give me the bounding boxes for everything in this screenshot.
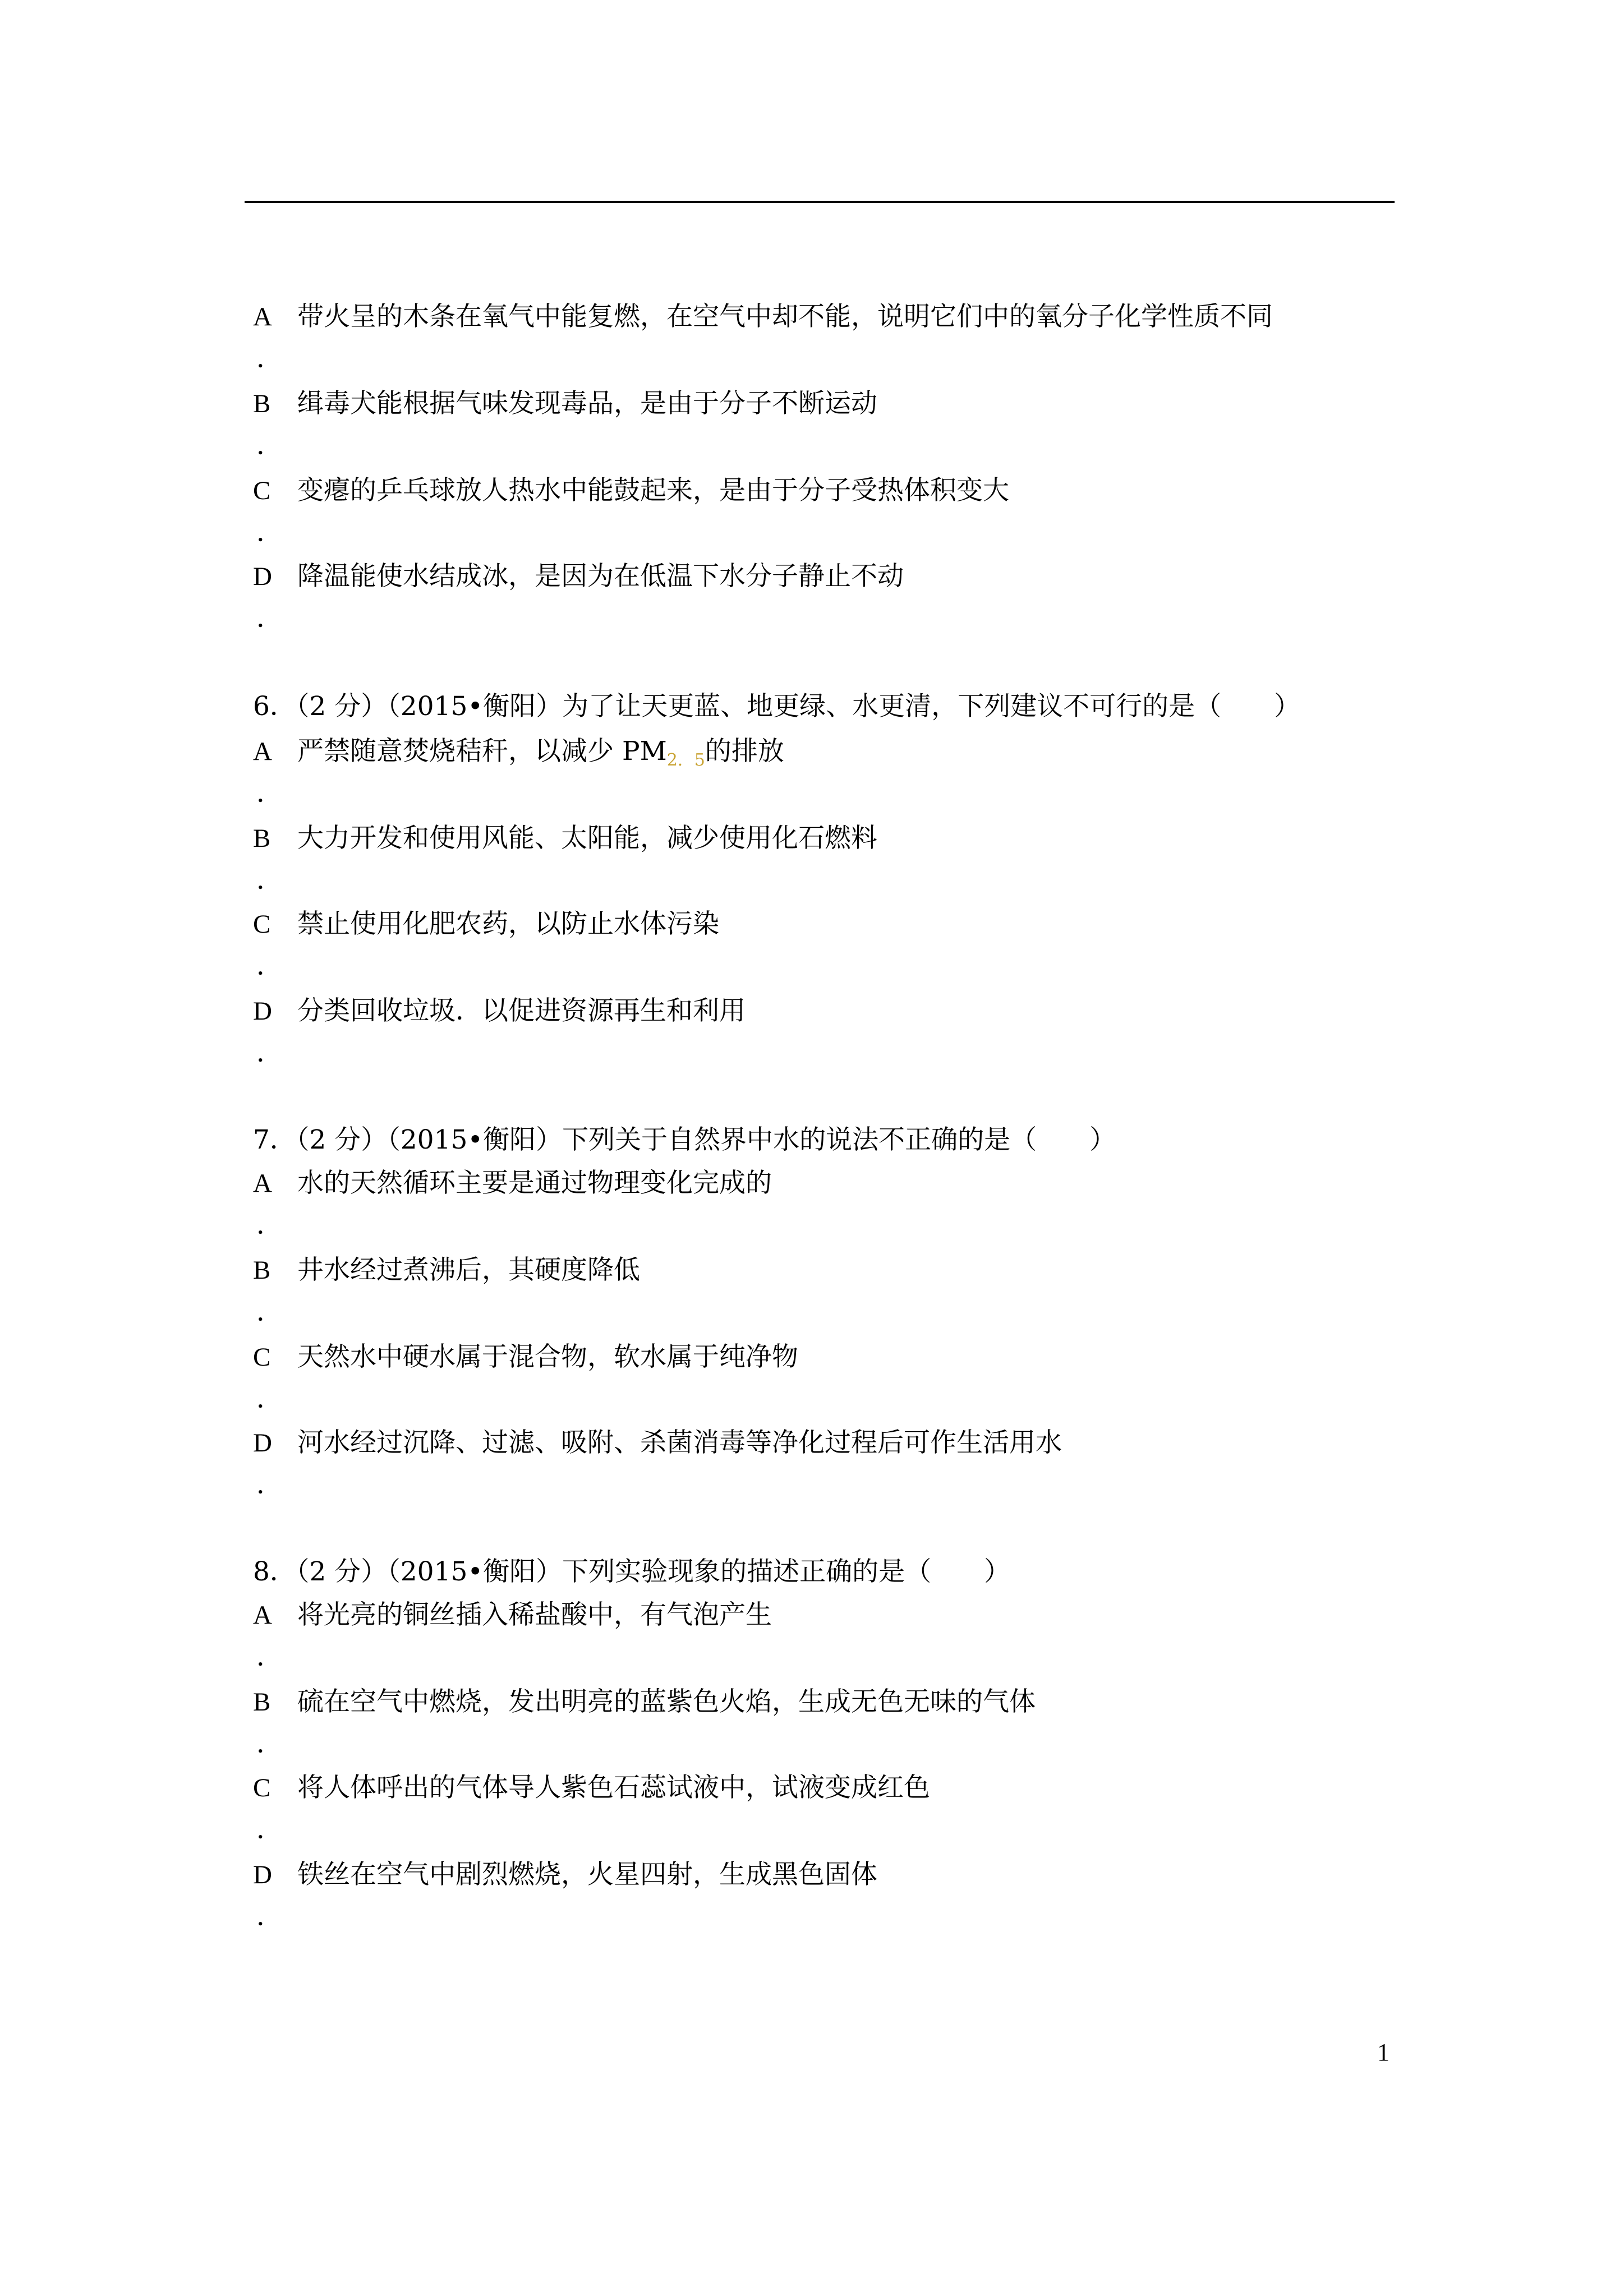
option-dot: ．	[256, 1210, 283, 1241]
option-letter: C	[253, 1773, 271, 1802]
option-dot: ．	[256, 951, 283, 981]
option-dot: ．	[256, 603, 283, 634]
option-text-after: 的排放	[705, 736, 784, 767]
header-rule	[245, 201, 1395, 203]
option-text: 大力开发和使用风能、太阳能，减少使用化石燃料	[297, 823, 877, 854]
option-letter: D	[253, 562, 272, 591]
option-letter: B	[253, 389, 271, 418]
question-stem: 8．（2 分）（2015•衡阳）下列实验现象的描述正确的是（ ）	[253, 1556, 1011, 1587]
option-text: 分类回收垃圾．以促进资源再生和利用	[297, 995, 746, 1026]
option-dot: ．	[256, 343, 283, 374]
option-dot: ．	[256, 517, 283, 548]
question-stem: 6．（2 分）（2015•衡阳）为了让天更蓝、地更绿、水更清，下列建议不可行的是（ ）	[253, 691, 1301, 722]
option-text: 缉毒犬能根据气味发现毒品，是由于分子不断运动	[297, 388, 877, 419]
option-text: 井水经过煮沸后，其硬度降低	[297, 1255, 640, 1285]
option-letter: B	[253, 1256, 271, 1285]
option-letter: A	[253, 1169, 272, 1198]
option-letter: A	[253, 1601, 272, 1630]
option-text-before: 严禁随意焚烧秸秆，以减少 PM	[297, 736, 667, 767]
option-dot: ．	[256, 1901, 283, 1932]
option-dot: ．	[256, 1728, 283, 1759]
option-dot: ．	[256, 1814, 283, 1845]
option-text: 将光亮的铜丝插入稀盐酸中，有气泡产生	[297, 1599, 772, 1630]
option-letter: B	[253, 1688, 271, 1717]
option-dot: ．	[256, 1038, 283, 1068]
pm-subscript: 2．5	[666, 750, 705, 770]
option-dot: ．	[256, 1297, 283, 1327]
option-letter: C	[253, 476, 271, 505]
option-dot: ．	[256, 778, 283, 809]
option-text: 天然水中硬水属于混合物，软水属于纯净物	[297, 1341, 798, 1372]
option-text: 水的天然循环主要是通过物理变化完成的	[297, 1168, 772, 1198]
option-dot: ．	[256, 1469, 283, 1500]
option-dot: ．	[256, 865, 283, 896]
option-letter: C	[253, 1343, 271, 1372]
option-letter: D	[253, 1860, 272, 1889]
option-letter: C	[253, 910, 271, 939]
question-stem: 7．（2 分）（2015•衡阳）下列关于自然界中水的说法不正确的是（ ）	[253, 1124, 1116, 1155]
option-letter: D	[253, 1428, 272, 1458]
option-letter: A	[253, 302, 272, 331]
option-text: 变瘪的乒乓球放人热水中能鼓起来，是由于分子受热体积变大	[297, 475, 1009, 506]
option-text: 河水经过沉降、过滤、吸附、杀菌消毒等净化过程后可作生活用水	[297, 1427, 1062, 1458]
option-text: 硫在空气中燃烧，发出明亮的蓝紫色火焰，生成无色无味的气体	[297, 1686, 1036, 1717]
option-text: 禁止使用化肥农药，以防止水体污染	[297, 909, 719, 939]
page-number: 1	[1377, 2039, 1390, 2066]
option-letter: B	[253, 824, 271, 853]
option-text: 带火呈的木条在氧气中能复燃，在空气中却不能，说明它们中的氧分子化学性质不同	[297, 301, 1273, 332]
option-text: 铁丝在空气中剧烈燃烧，火星四射，生成黑色固体	[297, 1859, 877, 1890]
option-text: 降温能使水结成冰，是因为在低温下水分子静止不动	[297, 561, 904, 592]
option-letter: D	[253, 997, 272, 1026]
option-text: 将人体呼出的气体导人紫色石蕊试液中，试液变成红色	[297, 1772, 930, 1803]
option-dot: ．	[256, 1642, 283, 1672]
option-text	[297, 735, 784, 777]
option-letter: A	[253, 737, 272, 766]
option-dot: ．	[256, 430, 283, 461]
option-dot: ．	[256, 1384, 283, 1414]
